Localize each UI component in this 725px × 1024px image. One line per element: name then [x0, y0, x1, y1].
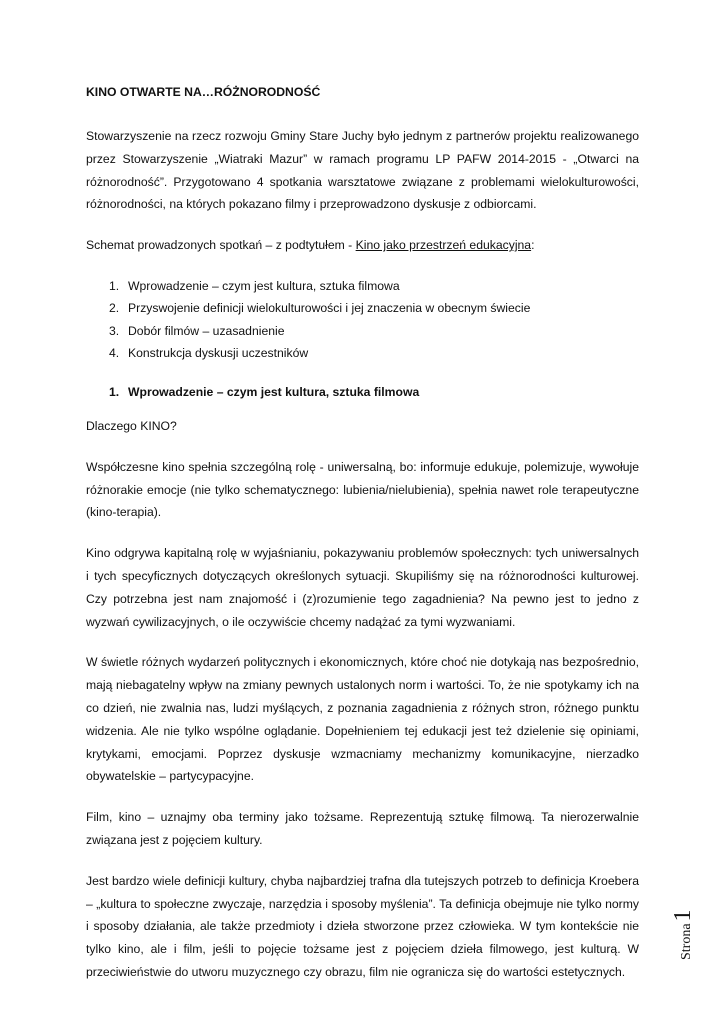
list-item: 4. Konstrukcja dyskusji uczestników: [109, 346, 309, 361]
document-title: KINO OTWARTE NA…RÓŻNORODNOŚĆ: [86, 85, 321, 99]
body-paragraph: Współczesne kino spełnia szczególną rolę - uniwersalną, bo: informuje edukuje, polemizuje, wywołuje różnorakie emocje (nie tylko schematycznego: lubienia/nielubienia), spełnia nawet role terapeutyczne (kino-terapia).: [86, 459, 639, 520]
body-paragraph: Jest bardzo wiele definicji kultury, chyba najbardziej trafna dla tutejszych potrzeb to definicja Kroebera – „kultura to społeczne zwyczaje, narzędzia i sposoby myślenia”. Ta definicja obejmuje nie tylko normy i sposoby działania, ale także przedmioty i dzieła stworzone przez człowieka. W tym kontekście nie tylko kino, ale i film, jeśli to pojęcie tożsame jest z pojęciem dzieła filmowego, jest kulturą. W przeciwieństwie do utworu muzycznego czy obrazu, film nie ogranicza się do wartości estetycznych.: [86, 873, 639, 979]
schema-line: [86, 234, 639, 257]
body-paragraph: W świetle różnych wydarzeń politycznych i ekonomicznych, które choć nie dotykają nas bezpośrednio, mają niebagatelny wpływ na zmiany pewnych ustalonych norm i wartości. To, że nie spotykamy ich na co dzień, nie zwalnia nas, ludzi myślących, z poznania zagadnienia z różnych stron, różnego punktu widzenia. Ale nie tylko wspólne oglądanie. Dopełnieniem tej edukacji jest też dzielenie się opiniami, krytykami, emocjami. Poprzez dyskusje wzmacniamy mechanizmy komunikacyjne, nierzadko obywatelskie – partycypacyjne.: [86, 655, 639, 784]
list-item: 2. Przyswojenie definicji wielokulturowości i jej znaczenia w obecnym świecie: [109, 301, 531, 316]
schema-prefix: Schemat prowadzonych spotkań – z podtytułem -: [86, 238, 356, 253]
list-item: 1. Wprowadzenie – czym jest kultura, sztuka filmowa: [109, 278, 400, 293]
meeting-plan-list: [86, 275, 639, 365]
schema-subtitle: Kino jako przestrzeń edukacyjna: [355, 238, 532, 253]
page-label: Strona: [679, 923, 694, 960]
page-number-footer: [670, 909, 697, 960]
schema-suffix: :: [531, 238, 535, 253]
list-item: 3. Dobór filmów – uzasadnienie: [109, 323, 285, 338]
intro-paragraph: Stowarzyszenie na rzecz rozwoju Gminy Stare Juchy było jednym z partnerów projektu realizowanego przez Stowarzyszenie „Wiatraki Mazur” w ramach programu LP PAFW 2014-2015 - „Otwarci na różnorodność”. Przygotowano 4 spotkania warsztatowe związane z problemami wielokulturowości, różnorodności, na których pokazano filmy i przeprowadzono dyskusje z odbiorcami.: [86, 129, 639, 212]
document-page: [86, 85, 639, 984]
body-paragraph: Film, kino – uznajmy oba terminy jako tożsame. Reprezentują sztukę filmową. Ta nierozerwalnie związana jest z pojęciem kultury.: [86, 810, 639, 847]
section-heading: 1. Wprowadzenie – czym jest kultura, sztuka filmowa: [109, 384, 420, 399]
question-line: Dlaczego KINO?: [86, 418, 177, 433]
page-number: 1: [670, 909, 696, 922]
body-paragraph: Kino odgrywa kapitalną rolę w wyjaśnianiu, pokazywaniu problemów społecznych: tych uniwersalnych i tych specyficznych dotyczących określonych sytuacji. Skupiliśmy się na różnorodności kulturowej. Czy potrzebna jest nam znajomość i (z)rozumienie tego zagadnienia? Na pewno jest to jedno z wyzwań cywilizacyjnych, o ile oczywiście chcemy nadążać za tymi wyzwaniami.: [86, 546, 639, 629]
